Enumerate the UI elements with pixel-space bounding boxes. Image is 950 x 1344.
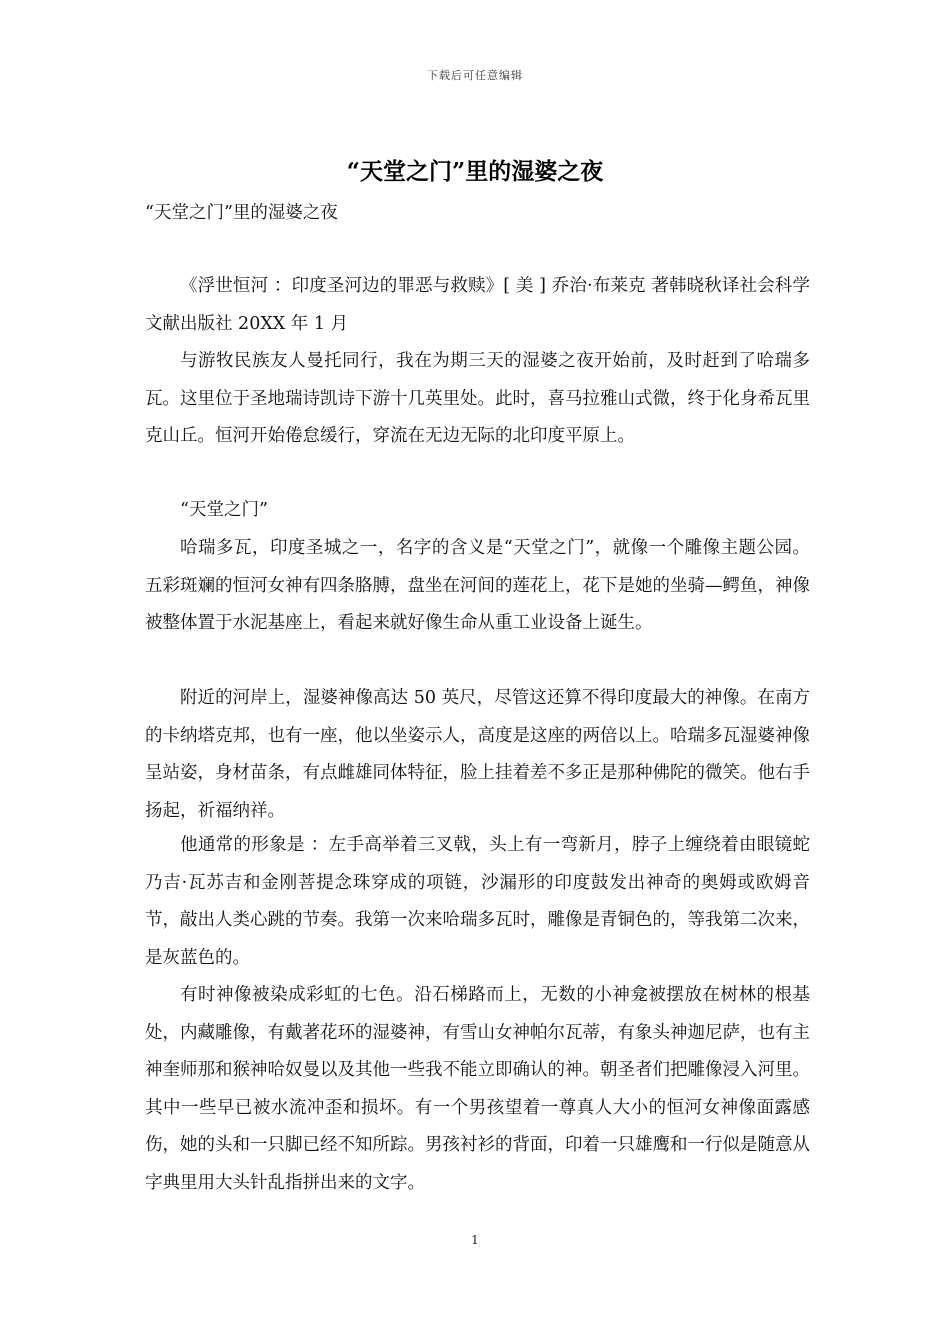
subtitle: “天堂之门”里的湿婆之夜 [145, 203, 338, 223]
paragraph-shiva-image: 他通常的形象是 ：左手高举着三叉戟，头上有一弯新月，脖子上缠绕着由眼镜蛇乃吉·瓦苏吉和金刚菩提念珠穿成的项链，沙漏形的印度鼓发出神奇的奥姆或欧姆音节，敲出人类心跳的节奏。我第一次来哈瑞多瓦时，雕像是青铜色的，等我第二次来，是灰蓝色的。 [145, 835, 810, 968]
paragraph-intro: 与游牧民族友人曼托同行，我在为期三天的湿婆之夜开始前，及时赶到了哈瑞多瓦。这里位于圣地瑞诗凯诗下游十几英里处。此时，喜马拉雅山式微，终于化身希瓦里克山丘。恒河开始倦怠缓行，穿流在无边无际的北印度平原上。 [145, 351, 810, 446]
page-title: “天堂之门”里的湿婆之夜 [346, 158, 604, 185]
page-number: 1 [471, 1233, 479, 1247]
paragraph-shrines: 有时神像被染成彩虹的七色。沿石梯路而上，无数的小神龛被摆放在树林的根基处，内藏雕像，有戴著花环的湿婆神，有雪山女神帕尔瓦蒂，有象头神迦尼萨，也有主神奎师那和猴神哈奴曼以及其他一些我不能立即确认的神。朝圣者们把雕像浸入河里。其中一些早已被水流冲歪和损坏。有一个男孩望着一尊真人大小的恒河女神像面露感伤，她的头和一只脚已经不知所踪。男孩衬衫的背面，印着一只雄鹰和一行似是随意从字典里用大头针乱指拼出来的文字。 [145, 985, 810, 1193]
book-citation: 《浮世恒河 ：印度圣河边的罪恶与救赎》[ 美 ] 乔治·布莱克 著韩晓秋译社会科学文献出版社 20XX 年 1 月 [145, 276, 810, 334]
paragraph-haridwar: 哈瑞多瓦，印度圣城之一，名字的含义是“天堂之门”，就像一个雕像主题公园。五彩斑斓的恒河女神有四条胳膊，盘坐在河间的莲花上，花下是她的坐骑—鳄鱼，神像被整体置于水泥基座上，看起来就好像生命从重工业设备上诞生。 [145, 538, 810, 633]
paragraph-shiva-statue: 附近的河岸上，湿婆神像高达 50 英尺，尽管这还算不得印度最大的神像。在南方的卡纳塔克邦，也有一座，他以坐姿示人，高度是这座的两倍以上。哈瑞多瓦湿婆神像呈站姿，身材苗条，有点雌雄同体特征，脸上挂着差不多正是那种佛陀的微笑。他右手扬起，祈福纳祥。 [145, 688, 810, 821]
header-note: 下载后可任意编辑 [427, 69, 523, 82]
section-heading: “天堂之门” [180, 500, 268, 520]
